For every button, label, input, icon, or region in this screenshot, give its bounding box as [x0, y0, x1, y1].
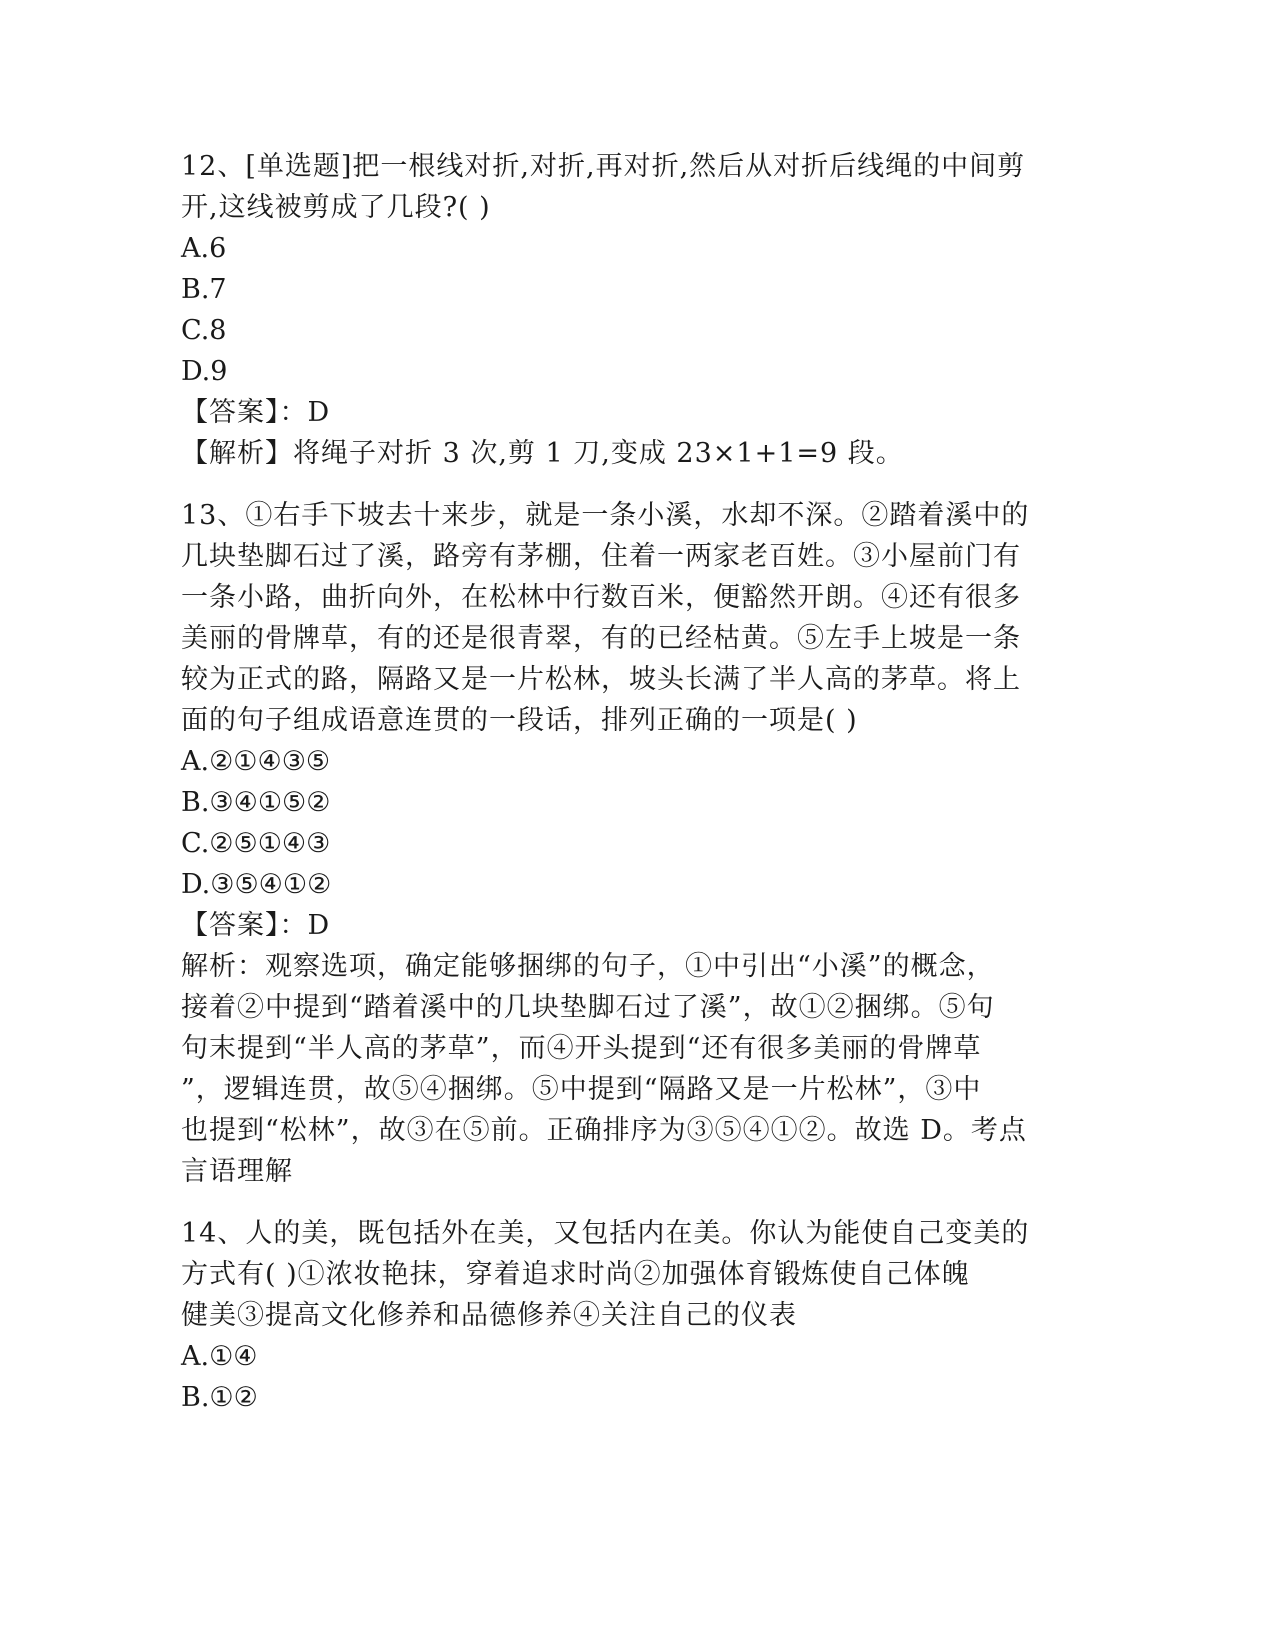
question-stem-line: 几块垫脚石过了溪，路旁有茅棚，住着一两家老百姓。③小屋前门有 — [181, 541, 1021, 572]
question-12 — [181, 146, 1081, 474]
analysis-line: 【解析】将绳子对折 3 次,剪 1 刀,变成 23×1+1=9 段。 — [181, 438, 904, 469]
question-stem-line: 14、人的美，既包括外在美，又包括内在美。你认为能使自己变美的 — [181, 1218, 1030, 1249]
answer-line: 【答案】：D — [181, 397, 331, 428]
option-c: C.②⑤①④③ — [181, 828, 331, 859]
question-spacer — [181, 1192, 1081, 1213]
question-13 — [181, 495, 1081, 1192]
option-b: B.①② — [181, 1382, 258, 1413]
question-stem-line: 方式有( )①浓妆艳抹，穿着追求时尚②加强体育锻炼使自己体魄 — [181, 1259, 970, 1290]
option-d: D.9 — [181, 356, 228, 387]
option-a: A.6 — [181, 233, 227, 264]
analysis-line: 言语理解 — [181, 1156, 293, 1187]
question-spacer — [181, 474, 1081, 495]
document-page — [181, 146, 1081, 1418]
option-d: D.③⑤④①② — [181, 869, 332, 900]
question-stem-line: 健美③提高文化修养和品德修养④关注自己的仪表 — [181, 1300, 797, 1331]
question-stem-line: 开,这线被剪成了几段?( ) — [181, 192, 491, 223]
analysis-line: ”，逻辑连贯，故⑤④捆绑。⑤中提到“隔路又是一片松林”，③中 — [181, 1074, 982, 1105]
question-14 — [181, 1213, 1081, 1418]
question-stem-line: 美丽的骨牌草，有的还是很青翠，有的已经枯黄。⑤左手上坡是一条 — [181, 623, 1021, 654]
analysis-line: 也提到“松林”，故③在⑤前。正确排序为③⑤④①②。故选 D。考点 — [181, 1115, 1027, 1146]
option-b: B.③④①⑤② — [181, 787, 331, 818]
option-b: B.7 — [181, 274, 227, 305]
option-c: C.8 — [181, 315, 227, 346]
option-a: A.②①④③⑤ — [181, 746, 331, 777]
question-stem-line: 一条小路，曲折向外，在松林中行数百米，便豁然开朗。④还有很多 — [181, 582, 1021, 613]
option-a: A.①④ — [181, 1341, 258, 1372]
question-stem-line: 较为正式的路，隔路又是一片松林，坡头长满了半人高的茅草。将上 — [181, 664, 1021, 695]
answer-line: 【答案】：D — [181, 910, 331, 941]
analysis-line: 解析：观察选项，确定能够捆绑的句子，①中引出“小溪”的概念， — [181, 951, 995, 982]
question-stem-line: 13、①右手下坡去十来步，就是一条小溪，水却不深。②踏着溪中的 — [181, 500, 1030, 531]
question-stem-line: 12、[单选题]把一根线对折,对折,再对折,然后从对折后线绳的中间剪 — [181, 151, 1026, 182]
question-stem-line: 面的句子组成语意连贯的一段话，排列正确的一项是( ) — [181, 705, 858, 736]
analysis-line: 接着②中提到“踏着溪中的几块垫脚石过了溪”，故①②捆绑。⑤句 — [181, 992, 995, 1023]
analysis-line: 句末提到“半人高的茅草”，而④开头提到“还有很多美丽的骨牌草 — [181, 1033, 982, 1064]
